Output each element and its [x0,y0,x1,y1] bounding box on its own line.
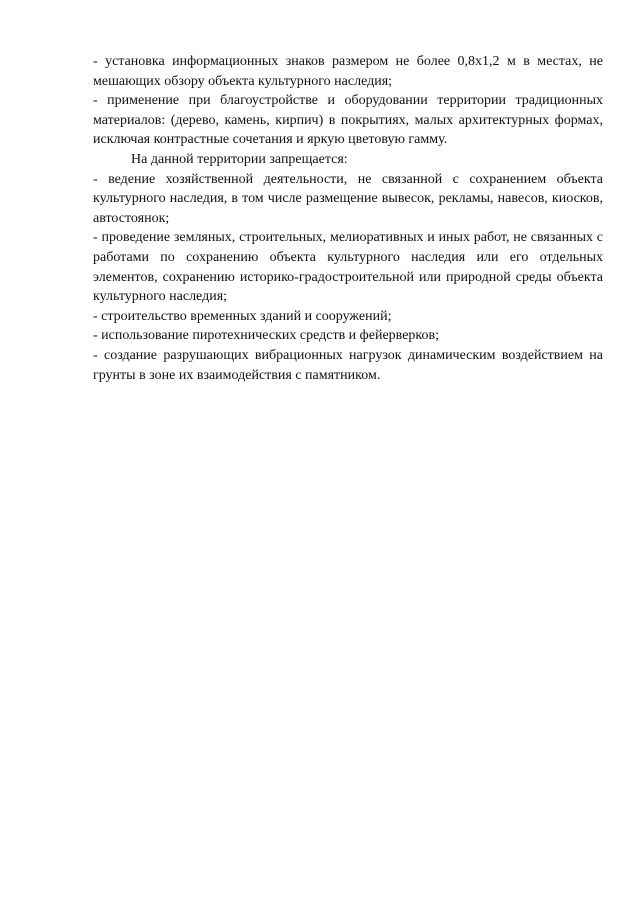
paragraph-earthworks: - проведение земляных, строительных, мелиоративных и иных работ, не связанных с работами по сохранению объекта культурного наследия или его отдельных элементов, сохранению историко-градостроительной или природной среды объекта культурного наследия; [93,230,603,305]
paragraph-pyrotechnics: - использование пиротехнических средств и фейерверков; [93,328,440,344]
paragraph-traditional-materials: - применение при благоустройстве и оборудовании территории традиционных материалов: (дерево, камень, кирпич) в покрытиях, малых архитектурных формах, исключая контрастные сочетания и яркую цветовую гамму. [93,93,603,148]
paragraph-temporary-buildings: - строительство временных зданий и сооружений; [93,308,392,324]
paragraph-prohibited-heading: На данной территории запрещается: [131,151,348,167]
paragraph-info-signs: - установка информационных знаков размером не более 0,8х1,2 м в местах, не мешающих обзору объекта культурного наследия; [93,54,603,89]
paragraph-vibration-loads: - создание разрушающих вибрационных нагрузок динамическим воздействием на грунты в зоне их взаимодействия с памятником. [93,347,603,383]
paragraph-economic-activity: - ведение хозяйственной деятельности, не связанной с сохранением объекта культурного наследия, в том числе размещение вывесок, рекламы, навесов, киосков, автостоянок; [93,171,603,226]
document-body [93,52,603,385]
